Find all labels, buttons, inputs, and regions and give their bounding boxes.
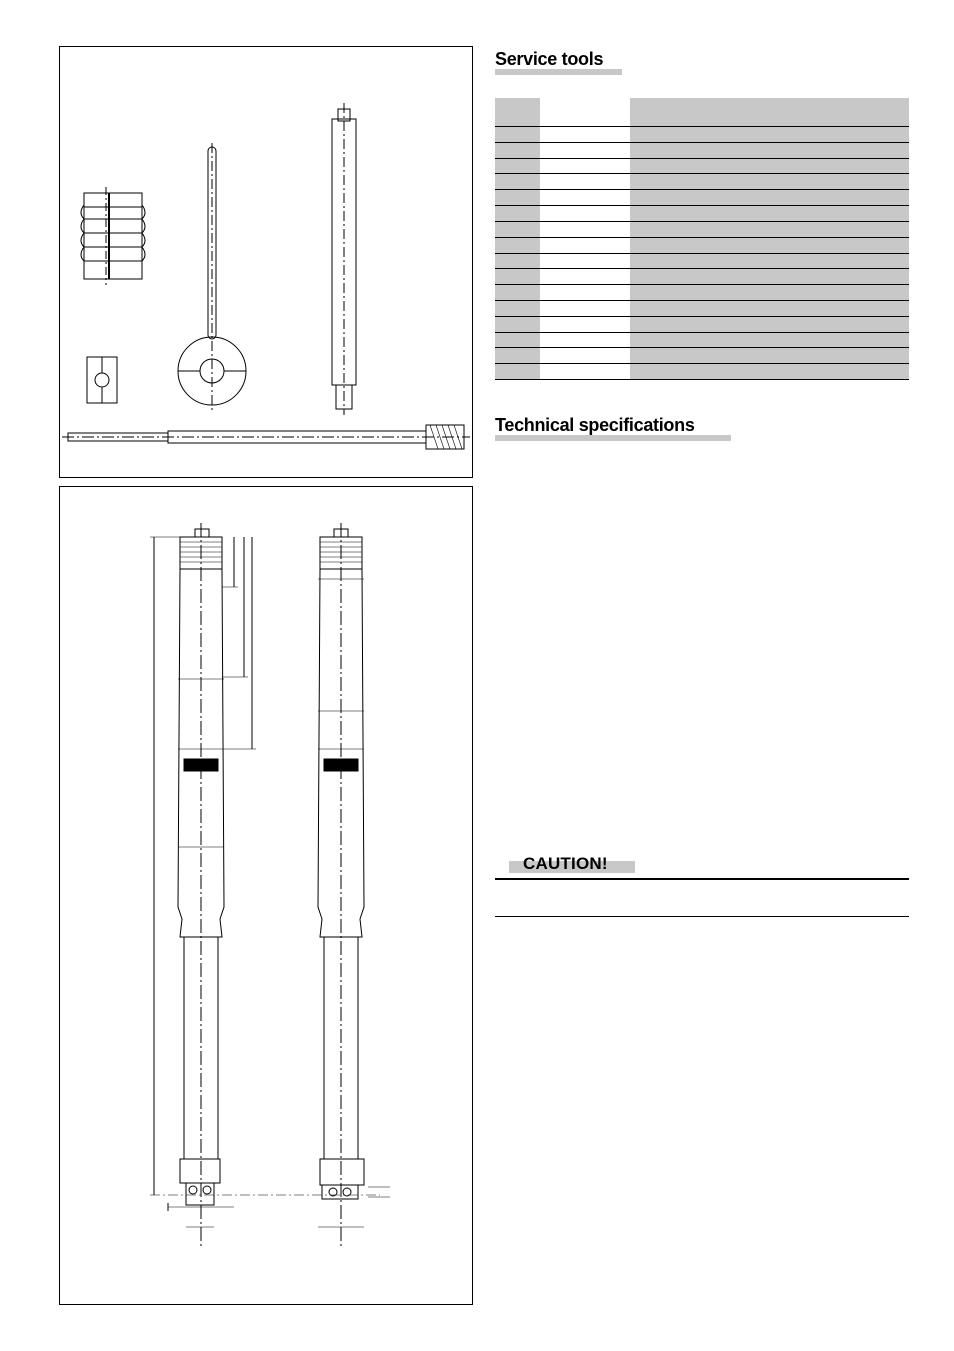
service-tools-heading-underline [495, 69, 622, 75]
table-cell [540, 285, 630, 300]
table-cell [630, 222, 909, 237]
table-cell [630, 301, 909, 316]
table-cell [495, 206, 540, 221]
table-cell [630, 127, 909, 142]
service-tools-table [495, 98, 909, 380]
table-cell [495, 285, 540, 300]
table-row [495, 285, 909, 301]
table-row [495, 222, 909, 238]
caution-label [509, 853, 635, 874]
service-tools-drawing-icon [60, 47, 474, 479]
table-cell [630, 317, 909, 332]
table-cell [630, 254, 909, 269]
caution-top-rule [495, 878, 909, 880]
table-row [495, 254, 909, 270]
front-fork-dimension-drawing-icon [60, 487, 474, 1306]
table-cell [630, 143, 909, 158]
table-cell [630, 174, 909, 189]
table-cell [540, 238, 630, 253]
table-row [495, 206, 909, 222]
table-row [495, 269, 909, 285]
table-cell [495, 222, 540, 237]
service-tools-illustration [59, 46, 473, 478]
caution-label-text: CAUTION! [523, 854, 608, 873]
table-cell [495, 364, 540, 379]
table-cell [495, 317, 540, 332]
table-cell [495, 190, 540, 205]
table-cell [630, 238, 909, 253]
table-row [495, 174, 909, 190]
table-cell [630, 333, 909, 348]
table-cell [540, 348, 630, 363]
table-cell [630, 206, 909, 221]
caution-bottom-rule [495, 916, 909, 917]
table-cell [540, 254, 630, 269]
table-cell [495, 269, 540, 284]
fork-dimension-illustration [59, 486, 473, 1305]
table-cell [630, 364, 909, 379]
table-cell [540, 269, 630, 284]
table-cell [540, 206, 630, 221]
table-row [495, 333, 909, 349]
table-cell [540, 174, 630, 189]
table-row [495, 348, 909, 364]
table-row [495, 159, 909, 175]
table-cell [630, 269, 909, 284]
table-cell [540, 333, 630, 348]
table-cell [630, 98, 909, 126]
table-cell [630, 348, 909, 363]
table-row [495, 317, 909, 333]
table-row [495, 238, 909, 254]
table-cell [630, 285, 909, 300]
table-cell [495, 333, 540, 348]
table-cell [540, 143, 630, 158]
table-cell [540, 159, 630, 174]
table-cell [495, 143, 540, 158]
table-row [495, 364, 909, 380]
table-cell [540, 317, 630, 332]
table-cell [540, 127, 630, 142]
service-tools-heading: Service tools [495, 49, 604, 69]
technical-specifications-heading: Technical specifications [495, 415, 695, 435]
table-row [495, 190, 909, 206]
table-cell [495, 174, 540, 189]
table-cell [540, 98, 630, 126]
table-cell [495, 254, 540, 269]
table-cell [495, 98, 540, 126]
table-row [495, 301, 909, 317]
table-cell [540, 222, 630, 237]
table-cell [540, 190, 630, 205]
table-cell [630, 159, 909, 174]
table-cell [495, 301, 540, 316]
table-cell [495, 348, 540, 363]
table-cell [495, 238, 540, 253]
table-cell [630, 190, 909, 205]
table-header-row [495, 98, 909, 127]
table-cell [495, 159, 540, 174]
table-row [495, 127, 909, 143]
technical-specifications-heading-underline [495, 435, 731, 441]
table-cell [495, 127, 540, 142]
table-row [495, 143, 909, 159]
table-cell [540, 364, 630, 379]
table-cell [540, 301, 630, 316]
